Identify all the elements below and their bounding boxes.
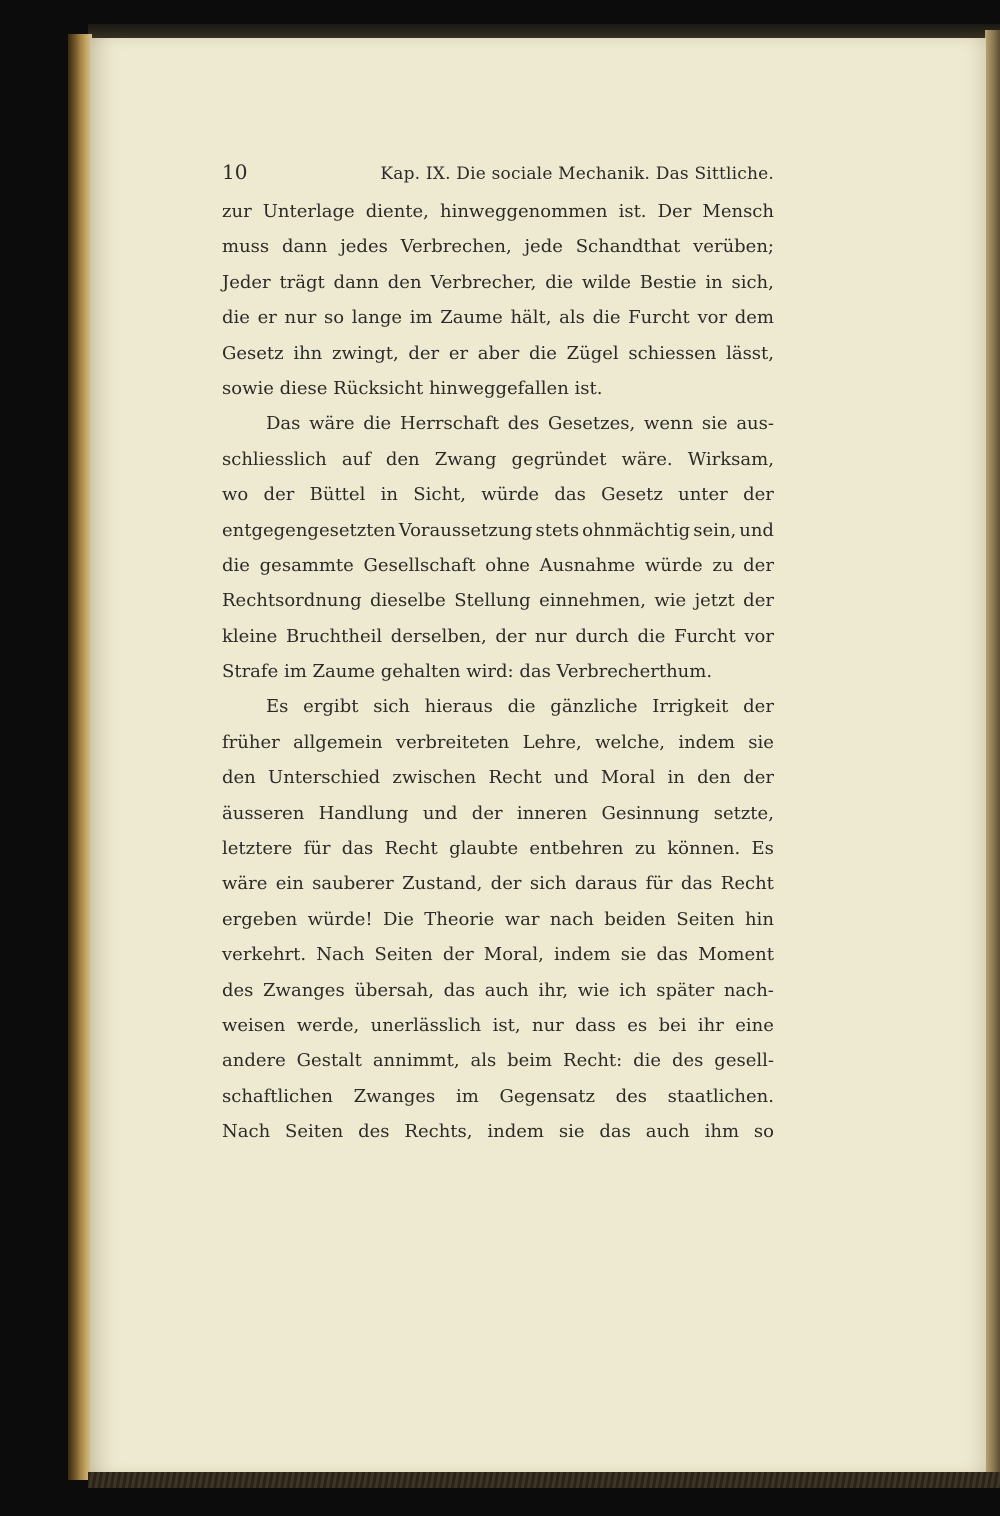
running-head-title: Kap. IX. Die sociale Mechanik. Das Sittliche. [380,164,774,184]
text-line: Jeder trägt dann den Verbrecher, die wilde Bestie in sich, [222,271,774,293]
running-head [222,160,774,194]
text-line: Das wäre die Herrschaft des Gesetzes, wenn sie aus- [266,413,774,435]
text-line: schaftlichen Zwanges im Gegensatz des staatlichen. [222,1085,774,1107]
text-line: Rechtsordnung dieselbe Stellung einnehmen, wie jetzt der [222,590,774,612]
text-line: wo der Büttel in Sicht, würde das Gesetz unter der [222,484,774,506]
text-line: die er nur so lange im Zaume hält, als die Furcht vor dem [222,307,774,329]
text-line: muss dann jedes Verbrechen, jede Schandthat verüben; [222,236,774,258]
text-line: die gesammte Gesellschaft ohne Ausnahme würde zu der [222,554,774,576]
book-spine-edge [68,34,92,1480]
page-text-block [222,160,774,1150]
text-line: verkehrt. Nach Seiten der Moral, indem sie das Moment [222,944,774,966]
page-number: 10 [222,160,248,184]
text-line: weisen werde, unerlässlich ist, nur dass es bei ihr eine [222,1014,774,1036]
text-line: wäre ein sauberer Zustand, der sich daraus für das Recht [222,873,774,895]
text-line: andere Gestalt annimmt, als beim Recht: die des gesell- [222,1050,774,1072]
text-line: entgegengesetzten Voraussetzung stets ohnmächtig sein, und [222,519,774,541]
text-line: Nach Seiten des Rechts, indem sie das auch ihm so [222,1121,774,1143]
text-line: sowie diese Rücksicht hinweggefallen ist. [222,377,603,399]
text-line: Es ergibt sich hieraus die gänzliche Irrigkeit der [266,696,774,718]
text-line: kleine Bruchtheil derselben, der nur durch die Furcht vor [222,625,774,647]
bottom-page-edge [88,1472,1000,1488]
text-line: Gesetz ihn zwingt, der er aber die Zügel schiessen lässt, [222,342,774,364]
text-line: Strafe im Zaume gehalten wird: das Verbrecherthum. [222,661,713,683]
text-line: schliesslich auf den Zwang gegründet wäre. Wirksam, [222,448,774,470]
body-text [222,194,774,1150]
text-line: äusseren Handlung und der inneren Gesinnung setzte, [222,802,774,824]
text-line: des Zwanges übersah, das auch ihr, wie ich später nach- [222,979,774,1001]
text-line: letztere für das Recht glaubte entbehren zu können. Es [222,838,774,860]
text-line: zur Unterlage diente, hinweggenommen ist. Der Mensch [222,201,774,222]
text-line: ergeben würde! Die Theorie war nach beiden Seiten hin [222,908,774,930]
text-line: den Unterschied zwischen Recht und Moral in den der [222,767,774,789]
right-page-edge [985,30,1000,1480]
text-line: früher allgemein verbreiteten Lehre, welche, indem sie [222,731,774,753]
